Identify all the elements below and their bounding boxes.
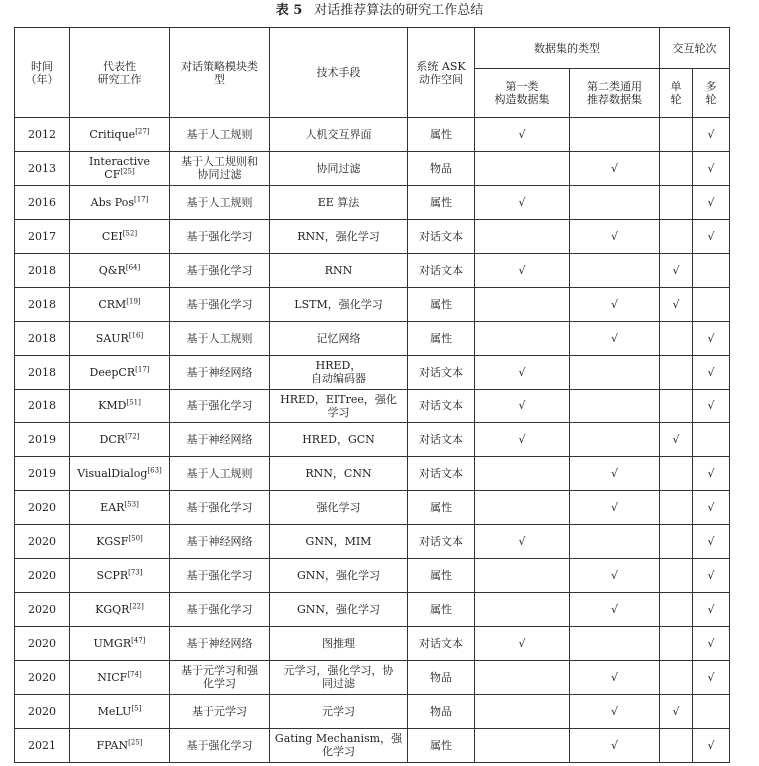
header-action-space: 系统 ASK 动作空间 [408,28,475,118]
table-row [15,185,730,219]
cell-d1 [475,728,570,762]
header-single-turn: 单 轮 [660,69,693,118]
work-reference: [52] [122,229,138,238]
work-name: Q&R [98,263,126,277]
cell-year: 2020 [15,627,70,661]
cell-d2 [570,627,660,661]
work-name: EAR [100,501,125,515]
work-name: Critique [89,127,136,141]
cell-multi [693,593,730,627]
header-multi-turn: 多 轮 [693,69,730,118]
cell-d1 [475,525,570,559]
table-row [15,423,730,457]
check-mark-icon: √ [707,670,715,684]
check-mark-icon: √ [707,195,715,209]
cell-year: 2012 [15,118,70,152]
cell-d1 [475,118,570,152]
cell-d1 [475,219,570,253]
cell-policy: 基于神经网络 [170,627,270,661]
table-row [15,355,730,389]
cell-year: 2016 [15,185,70,219]
cell-single [660,525,693,559]
cell-multi [693,627,730,661]
check-mark-icon: √ [707,738,715,752]
work-name: KGSF [96,535,129,549]
cell-work [70,355,170,389]
cell-single [660,728,693,762]
check-mark-icon: √ [707,399,715,413]
work-reference: [64] [125,263,141,272]
work-reference: [25] [128,738,143,747]
cell-multi [693,389,730,423]
cell-d1 [475,321,570,355]
cell-d2 [570,219,660,253]
cell-single [660,694,693,728]
cell-year: 2018 [15,287,70,321]
cell-d1 [475,559,570,593]
check-mark-icon: √ [610,670,618,684]
cell-policy: 基于强化学习 [170,491,270,525]
work-reference: [25] [120,167,135,176]
cell-d1 [475,185,570,219]
work-name: CEI [101,229,123,243]
check-mark-icon: √ [518,127,526,141]
cell-d2 [570,389,660,423]
cell-year: 2020 [15,694,70,728]
table-row [15,525,730,559]
cell-action-space: 物品 [408,151,475,185]
cell-single [660,185,693,219]
cell-technique: GNN，强化学习 [270,559,408,593]
cell-d2 [570,287,660,321]
cell-action-space: 对话文本 [408,389,475,423]
cell-d1 [475,253,570,287]
cell-year: 2020 [15,491,70,525]
cell-d1 [475,491,570,525]
cell-multi [693,355,730,389]
check-mark-icon: √ [610,331,618,345]
cell-work [70,151,170,185]
cell-action-space: 物品 [408,661,475,695]
check-mark-icon: √ [672,433,680,447]
cell-d2 [570,253,660,287]
cell-single [660,118,693,152]
cell-technique: EE 算法 [270,185,408,219]
cell-d1 [475,661,570,695]
check-mark-icon: √ [707,161,715,175]
cell-multi [693,151,730,185]
cell-technique: RNN [270,253,408,287]
cell-year: 2017 [15,219,70,253]
table-body [15,118,730,763]
cell-policy: 基于元学习和强 化学习 [170,661,270,695]
cell-d2 [570,151,660,185]
cell-policy: 基于强化学习 [170,728,270,762]
header-work: 代表性 研究工作 [70,28,170,118]
cell-year: 2013 [15,151,70,185]
check-mark-icon: √ [518,637,526,651]
table-row [15,627,730,661]
cell-d1 [475,423,570,457]
cell-technique: GNN，强化学习 [270,593,408,627]
cell-year: 2018 [15,355,70,389]
work-name: SCPR [96,569,129,583]
cell-work [70,118,170,152]
cell-multi [693,694,730,728]
cell-multi [693,287,730,321]
cell-technique: LSTM，强化学习 [270,287,408,321]
cell-d2 [570,593,660,627]
table-row [15,457,730,491]
cell-year: 2021 [15,728,70,762]
check-mark-icon: √ [518,433,526,447]
check-mark-icon: √ [672,263,680,277]
cell-single [660,491,693,525]
cell-technique: HRED，EITree，强化 学习 [270,389,408,423]
check-mark-icon: √ [707,331,715,345]
work-name: MeLU [97,704,132,718]
check-mark-icon: √ [518,365,526,379]
cell-single [660,151,693,185]
cell-d2 [570,525,660,559]
cell-multi [693,559,730,593]
cell-work [70,457,170,491]
cell-technique: 人机交互界面 [270,118,408,152]
cell-d1 [475,287,570,321]
cell-action-space: 对话文本 [408,355,475,389]
cell-action-space: 物品 [408,694,475,728]
cell-action-space: 属性 [408,321,475,355]
table-row [15,118,730,152]
cell-multi [693,253,730,287]
table-row [15,151,730,185]
check-mark-icon: √ [672,297,680,311]
cell-d1 [475,151,570,185]
cell-multi [693,525,730,559]
cell-multi [693,185,730,219]
cell-d2 [570,423,660,457]
check-mark-icon: √ [610,569,618,583]
cell-d2 [570,694,660,728]
work-name: CRM [98,297,127,311]
cell-action-space: 属性 [408,728,475,762]
cell-work [70,728,170,762]
work-name: SAUR [95,331,129,345]
header-technique: 技术手段 [270,28,408,118]
cell-year: 2019 [15,423,70,457]
cell-d2 [570,457,660,491]
cell-action-space: 对话文本 [408,423,475,457]
check-mark-icon: √ [518,535,526,549]
table-caption [0,2,759,20]
work-reference: [19] [126,297,141,305]
check-mark-icon: √ [610,467,618,481]
check-mark-icon: √ [707,467,715,481]
cell-policy: 基于强化学习 [170,219,270,253]
cell-single [660,355,693,389]
cell-technique: RNN，强化学习 [270,219,408,253]
cell-single [660,423,693,457]
check-mark-icon: √ [610,297,618,311]
cell-d1 [475,389,570,423]
cell-d2 [570,185,660,219]
cell-d2 [570,491,660,525]
cell-d2 [570,118,660,152]
cell-technique: 元学习，强化学习，协 同过滤 [270,661,408,695]
cell-single [660,287,693,321]
cell-work [70,694,170,728]
cell-technique: 图推理 [270,627,408,661]
cell-policy: 基于强化学习 [170,559,270,593]
cell-d1 [475,355,570,389]
cell-single [660,457,693,491]
cell-technique: RNN，CNN [270,457,408,491]
check-mark-icon: √ [610,229,618,243]
cell-work [70,627,170,661]
check-mark-icon: √ [610,704,618,718]
cell-work [70,593,170,627]
cell-multi [693,661,730,695]
cell-multi [693,118,730,152]
cell-multi [693,457,730,491]
cell-policy: 基于人工规则 [170,185,270,219]
cell-year: 2020 [15,593,70,627]
header-dataset-type2: 第二类通用 推荐数据集 [570,69,660,118]
cell-year: 2018 [15,321,70,355]
header-turns-group: 交互轮次 [660,28,730,69]
cell-policy: 基于人工规则 [170,118,270,152]
cell-d2 [570,321,660,355]
work-name: Interactive CF [89,155,150,182]
work-name: DCR [99,433,126,447]
cell-year: 2020 [15,525,70,559]
cell-work [70,185,170,219]
cell-d1 [475,457,570,491]
work-name: KGQR [95,603,130,617]
work-name: DeepCR [89,365,136,379]
table-row [15,219,730,253]
cell-multi [693,219,730,253]
cell-work [70,389,170,423]
cell-action-space: 对话文本 [408,219,475,253]
cell-technique: HRED， 自动编码器 [270,355,408,389]
header-dataset-group: 数据集的类型 [475,28,660,69]
work-reference: [17] [133,195,149,204]
cell-d1 [475,593,570,627]
cell-action-space: 对话文本 [408,627,475,661]
work-reference: [5] [131,704,142,713]
cell-d1 [475,694,570,728]
header-policy: 对话策略模块类 型 [170,28,270,118]
cell-work [70,219,170,253]
cell-technique: HRED，GCN [270,423,408,457]
cell-policy: 基于神经网络 [170,423,270,457]
cell-d2 [570,728,660,762]
work-reference: [51] [126,398,141,407]
work-name: FPAN [96,738,129,752]
work-name: NICF [97,670,128,684]
check-mark-icon: √ [707,229,715,243]
table-row [15,253,730,287]
cell-work [70,253,170,287]
cell-year: 2018 [15,389,70,423]
cell-multi [693,728,730,762]
check-mark-icon: √ [707,569,715,583]
cell-multi [693,491,730,525]
cell-policy: 基于元学习 [170,694,270,728]
check-mark-icon: √ [707,501,715,515]
cell-d1 [475,627,570,661]
cell-d2 [570,661,660,695]
table-row [15,389,730,423]
cell-single [660,661,693,695]
cell-action-space: 对话文本 [408,253,475,287]
table-title: 对话推荐算法的研究工作总结 [314,3,484,18]
cell-technique: Gating Mechanism，强 化学习 [270,728,408,762]
table-row [15,661,730,695]
header-year: 时间 （年） [15,28,70,118]
work-reference: [53] [124,500,139,509]
cell-policy: 基于人工规则 [170,321,270,355]
cell-single [660,219,693,253]
cell-policy: 基于神经网络 [170,355,270,389]
cell-policy: 基于强化学习 [170,253,270,287]
cell-year: 2020 [15,661,70,695]
cell-action-space: 对话文本 [408,525,475,559]
work-reference: [27] [135,127,150,136]
cell-policy: 基于人工规则和 协同过滤 [170,151,270,185]
work-name: KMD [98,399,127,413]
cell-year: 2020 [15,559,70,593]
header-dataset-type1: 第一类 构造数据集 [475,69,570,118]
work-reference: [63] [147,466,162,475]
cell-technique: GNN，MIM [270,525,408,559]
cell-action-space: 属性 [408,491,475,525]
cell-d2 [570,559,660,593]
cell-multi [693,321,730,355]
work-reference: [73] [128,568,143,577]
cell-single [660,559,693,593]
cell-single [660,253,693,287]
table-row [15,321,730,355]
research-summary-table [14,27,730,763]
check-mark-icon: √ [707,637,715,651]
work-name: VisualDialog [77,467,148,481]
cell-technique: 协同过滤 [270,151,408,185]
cell-policy: 基于人工规则 [170,457,270,491]
check-mark-icon: √ [518,195,526,209]
cell-action-space: 属性 [408,185,475,219]
table-label: 表 5 [275,3,303,18]
table-row [15,559,730,593]
cell-work [70,321,170,355]
cell-single [660,627,693,661]
check-mark-icon: √ [707,127,715,141]
check-mark-icon: √ [672,704,680,718]
check-mark-icon: √ [610,501,618,515]
cell-policy: 基于神经网络 [170,525,270,559]
table-row [15,287,730,321]
cell-technique: 元学习 [270,694,408,728]
check-mark-icon: √ [707,365,715,379]
work-reference: [50] [128,534,143,543]
cell-work [70,559,170,593]
work-reference: [17] [135,364,150,373]
cell-technique: 强化学习 [270,491,408,525]
check-mark-icon: √ [518,263,526,277]
cell-action-space: 对话文本 [408,457,475,491]
table-row [15,694,730,728]
cell-work [70,525,170,559]
cell-year: 2019 [15,457,70,491]
cell-policy: 基于强化学习 [170,389,270,423]
cell-work [70,287,170,321]
cell-technique: 记忆网络 [270,321,408,355]
cell-work [70,491,170,525]
work-reference: [16] [128,330,144,339]
cell-action-space: 属性 [408,559,475,593]
check-mark-icon: √ [707,535,715,549]
cell-work [70,423,170,457]
work-reference: [47] [131,636,146,645]
check-mark-icon: √ [610,603,618,617]
table-row [15,491,730,525]
cell-work [70,661,170,695]
header-row-top [15,28,730,69]
work-reference: [22] [129,602,144,611]
table-row [15,728,730,762]
cell-single [660,321,693,355]
cell-year: 2018 [15,253,70,287]
cell-policy: 基于强化学习 [170,287,270,321]
check-mark-icon: √ [707,603,715,617]
check-mark-icon: √ [610,161,618,175]
check-mark-icon: √ [610,738,618,752]
cell-action-space: 属性 [408,287,475,321]
cell-action-space: 属性 [408,593,475,627]
cell-single [660,593,693,627]
check-mark-icon: √ [518,399,526,413]
cell-d2 [570,355,660,389]
cell-policy: 基于强化学习 [170,593,270,627]
work-name: Abs Pos [90,195,134,209]
cell-multi [693,423,730,457]
work-reference: [74] [127,670,142,679]
work-reference: [72] [125,432,140,441]
cell-action-space: 属性 [408,118,475,152]
work-name: UMGR [93,637,132,651]
cell-single [660,389,693,423]
table-row [15,593,730,627]
